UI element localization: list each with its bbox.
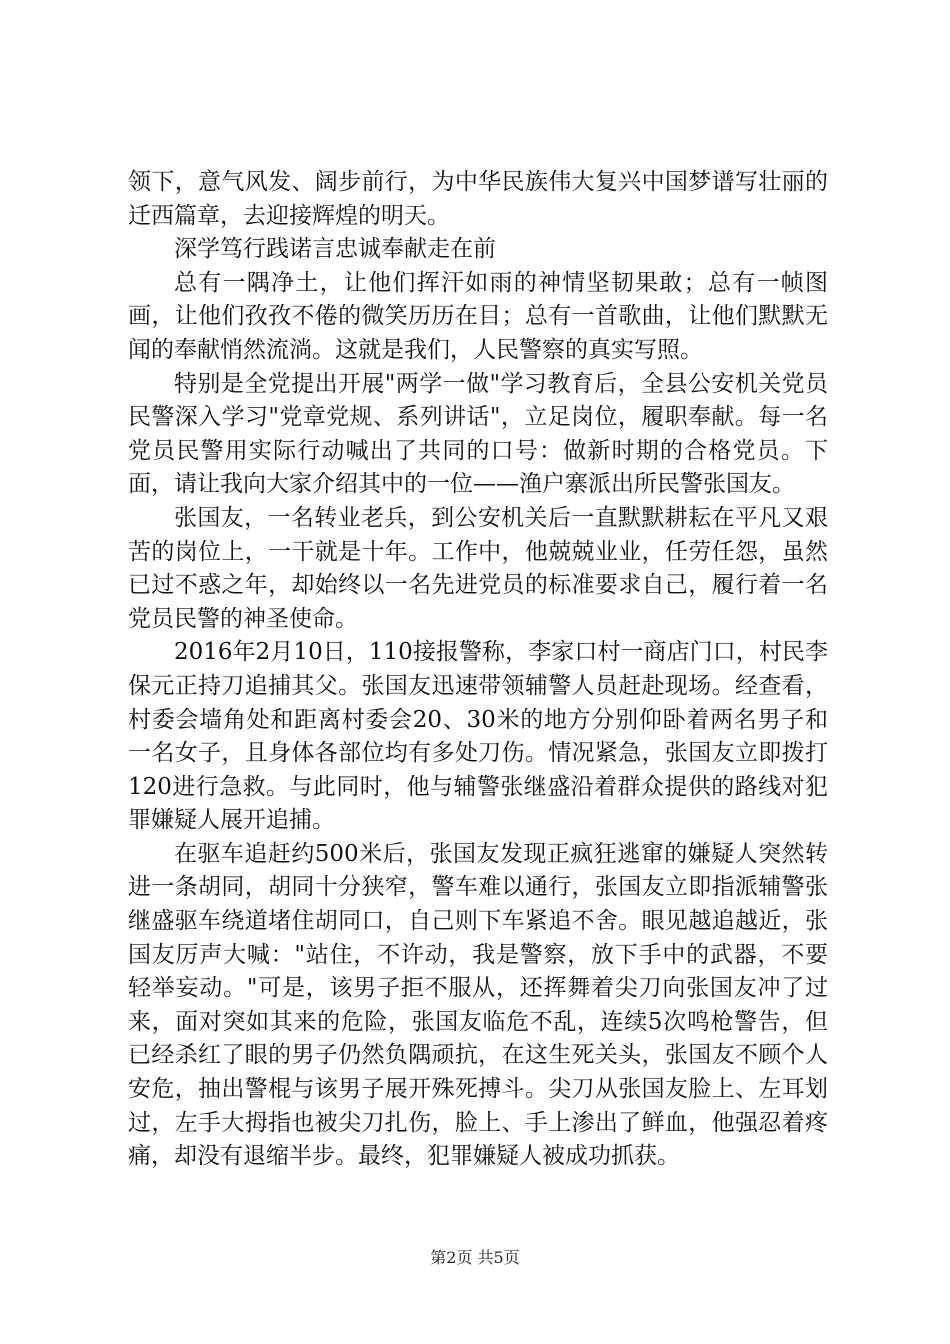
page-number-footer: 第2页 共5页 [430, 1248, 520, 1267]
paragraph-profile: 张国友，一名转业老兵，到公安机关后一直默默耕耘在平凡又艰苦的岗位上，一干就是十年。工作中，他兢兢业业，任劳任怨，虽然已过不惑之年，却始终以一名先进党员的标准要求自己，履行着一名党员民警的神圣使命。 [128, 504, 828, 632]
paragraph-background: 特别是全党提出开展"两学一做"学习教育后，全县公安机关党员民警深入学习"党章党规、系列讲话"，立足岗位，履职奉献。每一名党员民警用实际行动喊出了共同的口号：做新时期的合格党员。下面，请让我向大家介绍其中的一位——渔户寨派出所民警张国友。 [128, 370, 828, 498]
paragraph-intro: 总有一隅净土，让他们挥汗如雨的神情坚韧果敢；总有一帧图画，让他们孜孜不倦的微笑历历在目；总有一首歌曲，让他们默默无闻的奉献悄然流淌。这就是我们，人民警察的真实写照。 [128, 269, 828, 363]
section-heading: 深学笃行践诺言忠诚奉献走在前 [174, 236, 496, 263]
document-body [128, 166, 828, 1174]
paragraph-continuation: 领下，意气风发、阔步前行，为中华民族伟大复兴中国梦谱写壮丽的迁西篇章，去迎接辉煌的明天。 [128, 169, 828, 229]
paragraph-incident: 2016年2月10日，110接报警称，李家口村一商店门口，村民李保元正持刀追捕其父。张国友迅速带领辅警人员赶赴现场。经查看，村委会墙角处和距离村委会20、30米的地方分别仰卧着两名男子和一名女子，且身体各部位均有多处刀伤。情况紧急，张国友立即拨打120进行急救。与此同时，他与辅警张继盛沿着群众提供的路线对犯罪嫌疑人展开追捕。 [128, 639, 828, 834]
paragraph-pursuit: 在驱车追赶约500米后，张国友发现正疯狂逃窜的嫌疑人突然转进一条胡同，胡同十分狭窄，警车难以通行，张国友立即指派辅警张继盛驱车绕道堵住胡同口，自己则下车紧追不舍。眼见越追越近，张国友厉声大喊："站住，不许动，我是警察，放下手中的武器，不要轻举妄动。"可是，该男子拒不服从，还挥舞着尖刀向张国友冲了过来，面对突如其来的危险，张国友临危不乱，连续5次鸣枪警告，但已经杀红了眼的男子仍然负隅顽抗，在这生死关头，张国友不顾个人安危，抽出警棍与该男子展开殊死搏斗。尖刀从张国友脸上、左耳划过，左手大拇指也被尖刀扎伤，脸上、手上渗出了鲜血，他强忍着疼痛，却没有退缩半步。最终，犯罪嫌疑人被成功抓获。 [128, 840, 828, 1170]
